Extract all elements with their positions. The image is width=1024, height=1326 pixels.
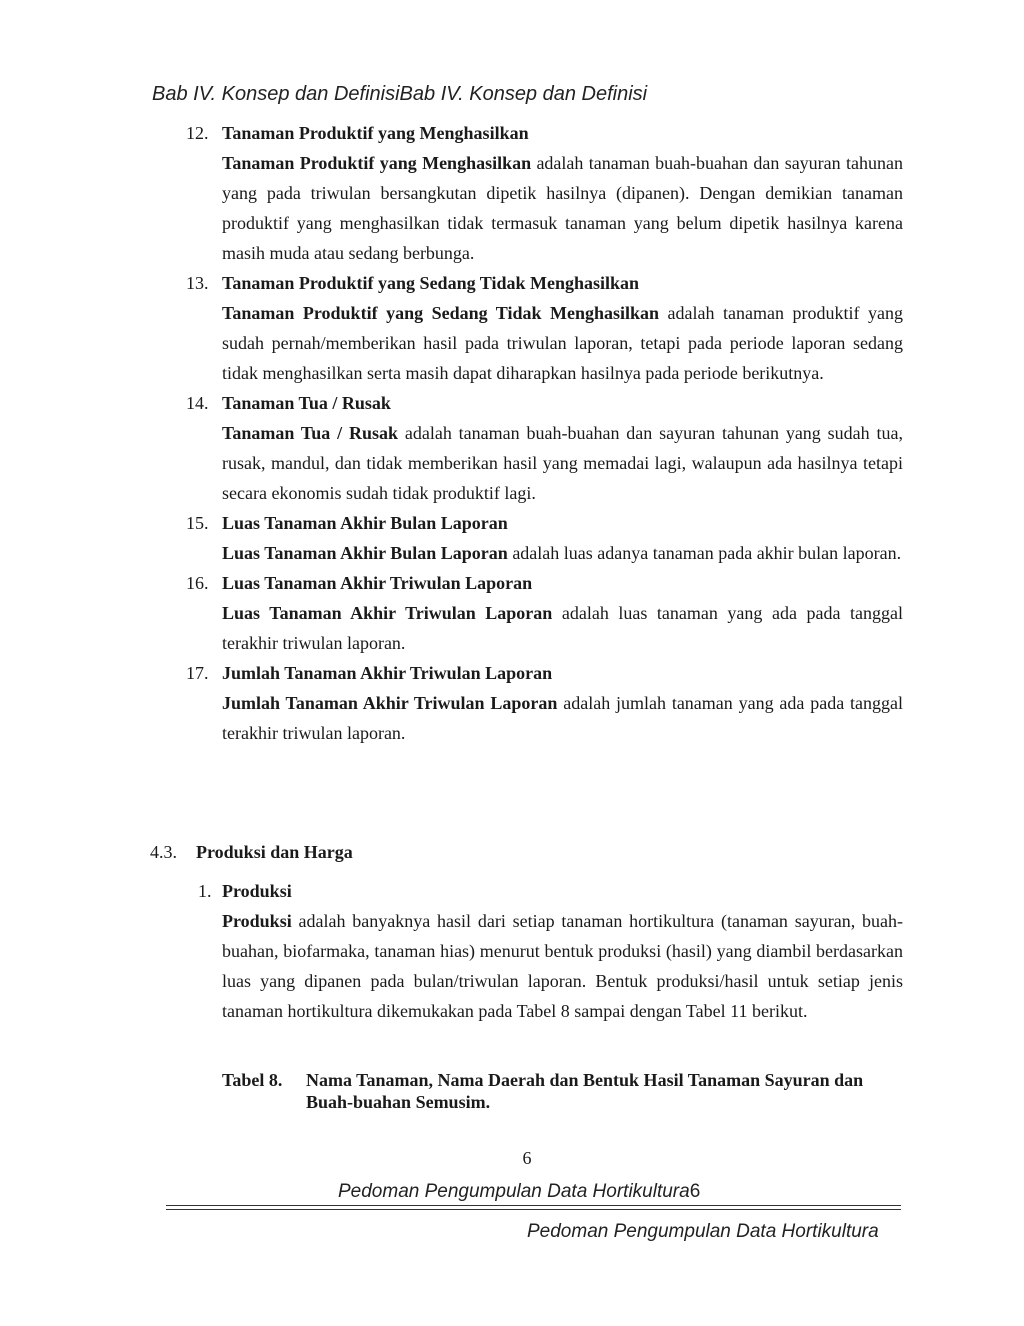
item-number: 14.: [186, 393, 209, 413]
item-term: Tanaman Produktif yang Menghasilkan: [222, 153, 532, 173]
list-item: [0, 388, 1024, 508]
section-number: 4.3.: [150, 842, 177, 862]
table-title: Nama Tanaman, Nama Daerah dan Bentuk Hasil Tanaman Sayuran dan Buah-buahan Semusim.: [306, 1070, 864, 1112]
definition-list: [0, 118, 1024, 748]
item-description: [222, 688, 903, 748]
list-item: [0, 876, 1024, 1026]
footer-divider: [166, 1209, 901, 1210]
running-header: Bab IV. Konsep dan DefinisiBab IV. Konsep dan Definisi: [152, 83, 648, 105]
item-number: 16.: [186, 573, 209, 593]
item-term: Luas Tanaman Akhir Triwulan Laporan: [222, 603, 553, 623]
section-heading: [150, 837, 353, 867]
item-text: adalah tanaman buah-buahan dan sayuran tahunan yang sudah tua, rusak, mandul, dan tidak memberikan hasil yang memadai lagi, walaupun ada hasilnya tetapi secara ekonomis sudah tidak produktif lagi.: [222, 423, 903, 503]
item-description: [222, 418, 903, 508]
item-term: Luas Tanaman Akhir Bulan Laporan: [222, 543, 508, 563]
footer-title-secondary: Pedoman Pengumpulan Data Hortikultura: [527, 1221, 879, 1242]
item-term: Produksi: [222, 911, 292, 931]
item-text: adalah luas adanya tanaman pada akhir bulan laporan.: [507, 543, 902, 563]
item-title: Produksi: [222, 881, 292, 901]
item-description: [222, 598, 903, 658]
item-description: [222, 298, 903, 388]
item-description: [222, 148, 903, 268]
item-title: Luas Tanaman Akhir Triwulan Laporan: [222, 573, 533, 593]
footer-title: [338, 1181, 700, 1203]
item-text: adalah tanaman produktif yang sudah pernah/memberikan hasil pada triwulan laporan, tetapi pada periode laporan sedang tidak menghasilkan serta masih dapat diharapkan hasilnya pada periode berikutnya.: [222, 303, 903, 383]
item-text: adalah jumlah tanaman yang ada pada tanggal terakhir triwulan laporan.: [222, 693, 903, 743]
table-caption: [222, 1069, 903, 1113]
item-number: 1.: [198, 881, 212, 901]
item-description: [222, 906, 903, 1026]
item-term: Jumlah Tanaman Akhir Triwulan Laporan: [222, 693, 558, 713]
item-text: adalah tanaman buah-buahan dan sayuran tahunan yang pada triwulan bersangkutan dipetik hasilnya (dipanen). Dengan demikian tanaman produktif yang menghasilkan tidak termasuk tanaman yang belum dipetik hasilnya karena masih muda atau sedang berbunga.: [222, 153, 903, 263]
list-item: [0, 508, 1024, 568]
footer-divider: [166, 1205, 901, 1206]
item-term: Tanaman Tua / Rusak: [222, 423, 398, 443]
page-number: 6: [522, 1148, 532, 1168]
section-title: Produksi dan Harga: [196, 842, 353, 862]
item-number: 15.: [186, 513, 209, 533]
list-item: [0, 568, 1024, 658]
item-title: Tanaman Produktif yang Menghasilkan: [222, 123, 529, 143]
footer-page-number: 6: [689, 1181, 701, 1202]
item-title: Luas Tanaman Akhir Bulan Laporan: [222, 513, 508, 533]
item-text: adalah luas tanaman yang ada pada tanggal terakhir triwulan laporan.: [222, 603, 903, 653]
item-description: [222, 538, 903, 568]
item-text: adalah banyaknya hasil dari setiap tanaman hortikultura (tanaman sayuran, buah-buahan, biofarmaka, tanaman hias) menurut bentuk produksi (hasil) yang diambil berdasarkan luas yang dipanen pada bulan/triwulan laporan. Bentuk produksi/hasil untuk setiap jenis tanaman hortikultura dikemukakan pada Tabel 8 sampai dengan Tabel 11 berikut.: [222, 911, 903, 1021]
item-number: 17.: [186, 663, 209, 683]
list-item: [0, 118, 1024, 268]
produksi-list: [0, 876, 1024, 1026]
table-label: Tabel 8.: [222, 1070, 283, 1090]
item-title: Jumlah Tanaman Akhir Triwulan Laporan: [222, 663, 553, 683]
item-title: Tanaman Produktif yang Sedang Tidak Menghasilkan: [222, 273, 639, 293]
item-term: Tanaman Produktif yang Sedang Tidak Menghasilkan: [222, 303, 660, 323]
item-number: 13.: [186, 273, 209, 293]
item-title: Tanaman Tua / Rusak: [222, 393, 391, 413]
list-item: [0, 658, 1024, 748]
list-item: [0, 268, 1024, 388]
item-number: 12.: [186, 123, 209, 143]
footer-title-text: Pedoman Pengumpulan Data Hortikultura: [338, 1181, 690, 1202]
